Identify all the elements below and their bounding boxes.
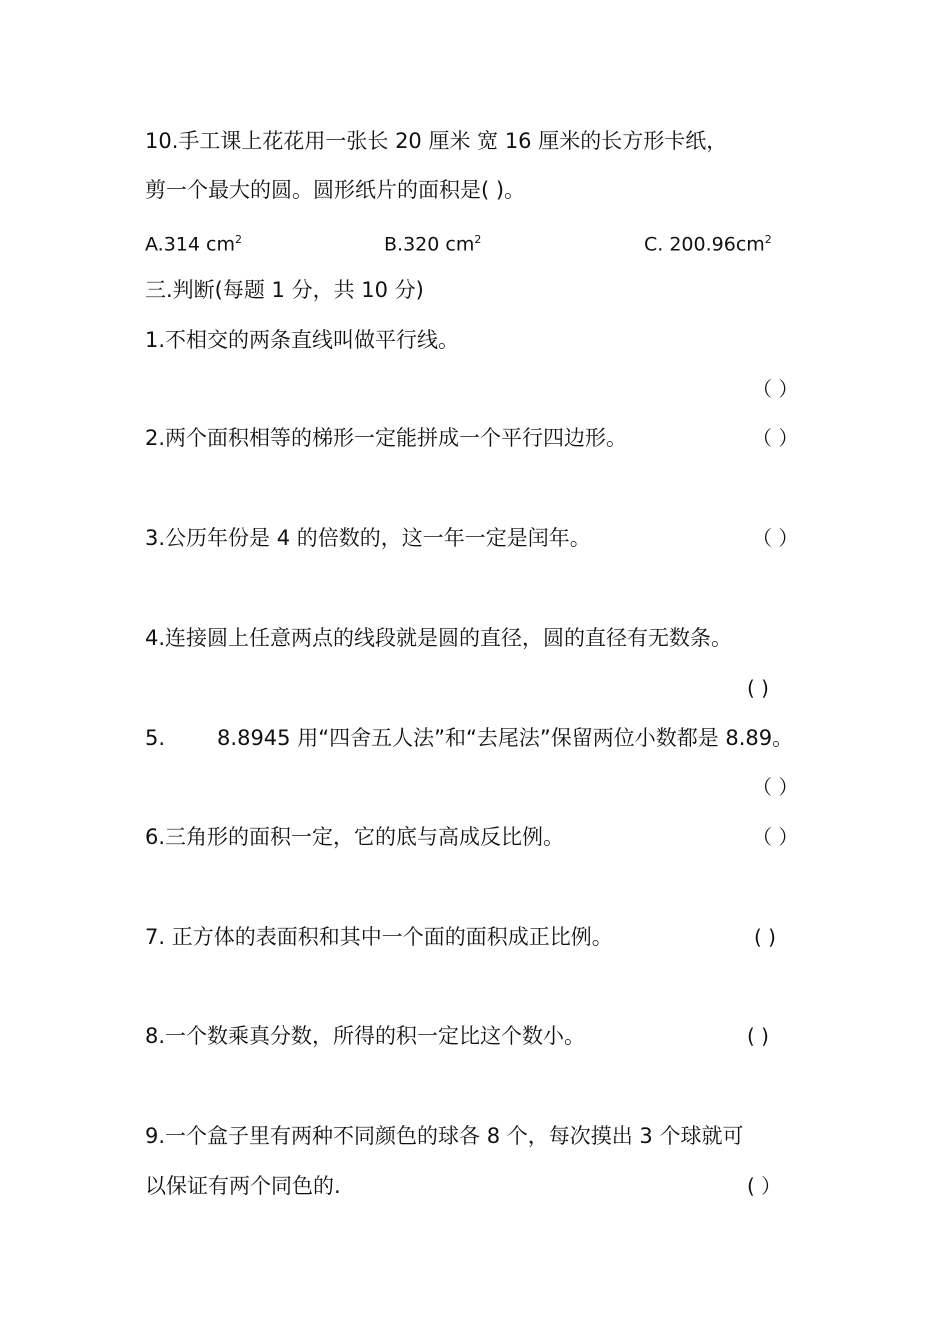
judge-item-2: 2.两个面积相等的梯形一定能拼成一个平行四边形。	[145, 426, 628, 450]
q10-option-b	[384, 225, 481, 259]
judge-item-8: 8.一个数乘真分数，所得的积一定比这个数小。	[145, 1024, 586, 1048]
judge-item-4: 4.连接圆上任意两点的线段就是圆的直径，圆的直径有无数条。	[145, 626, 733, 650]
judge-item-7: 7. 正方体的表面积和其中一个面的面积成正比例。	[145, 925, 613, 949]
q10-line1: 10.手工课上花花用一张长 20 厘米 宽 16 厘米的长方形卡纸，	[145, 129, 728, 153]
q10-option-b-text: B.320 cm	[384, 233, 475, 256]
q10-option-c-text: C. 200.96cm	[644, 233, 765, 256]
q10-option-c-sup: 2	[764, 233, 772, 246]
q10-line2: 剪一个最大的圆。圆形纸片的面积是( )。	[145, 178, 526, 202]
q10-option-c	[644, 225, 772, 259]
judge-item-5-bracket[interactable]: （ ）	[752, 775, 799, 799]
judge-item-3: 3.公历年份是 4 的倍数的，这一年一定是闰年。	[145, 526, 591, 550]
q10-option-a	[145, 225, 242, 259]
judge-item-7-bracket[interactable]: ( )	[754, 925, 776, 949]
judge-item-1-bracket[interactable]: （ ）	[752, 377, 799, 401]
q10-option-a-sup: 2	[234, 233, 242, 246]
judge-item-5-text: 8.8945 用“四舍五人法”和“去尾法”保留两位小数都是 8.89。	[217, 726, 794, 750]
judge-item-3-bracket[interactable]: （ ）	[752, 526, 799, 550]
q10-option-b-sup: 2	[474, 233, 482, 246]
judge-item-5-number: 5.	[145, 726, 166, 750]
judge-item-6-bracket[interactable]: （ ）	[752, 825, 799, 849]
judge-item-9-line2: 以保证有两个同色的.	[145, 1174, 341, 1198]
judge-item-8-bracket[interactable]: ( )	[747, 1024, 769, 1048]
judge-item-5	[145, 723, 793, 753]
section3-heading: 三.判断(每题 1 分，共 10 分)	[145, 278, 424, 302]
q10-option-a-text: A.314 cm	[145, 233, 235, 256]
judge-item-1: 1.不相交的两条直线叫做平行线。	[145, 328, 460, 352]
judge-item-6: 6.三角形的面积一定，它的底与高成反比例。	[145, 825, 565, 849]
judge-item-9-line1: 9.一个盒子里有两种不同颜色的球各 8 个，每次摸出 3 个球就可	[145, 1124, 744, 1148]
judge-item-9-bracket[interactable]: ( ）	[747, 1174, 782, 1198]
judge-item-4-bracket[interactable]: ( )	[747, 676, 769, 700]
judge-item-2-bracket[interactable]: （ ）	[752, 426, 799, 450]
